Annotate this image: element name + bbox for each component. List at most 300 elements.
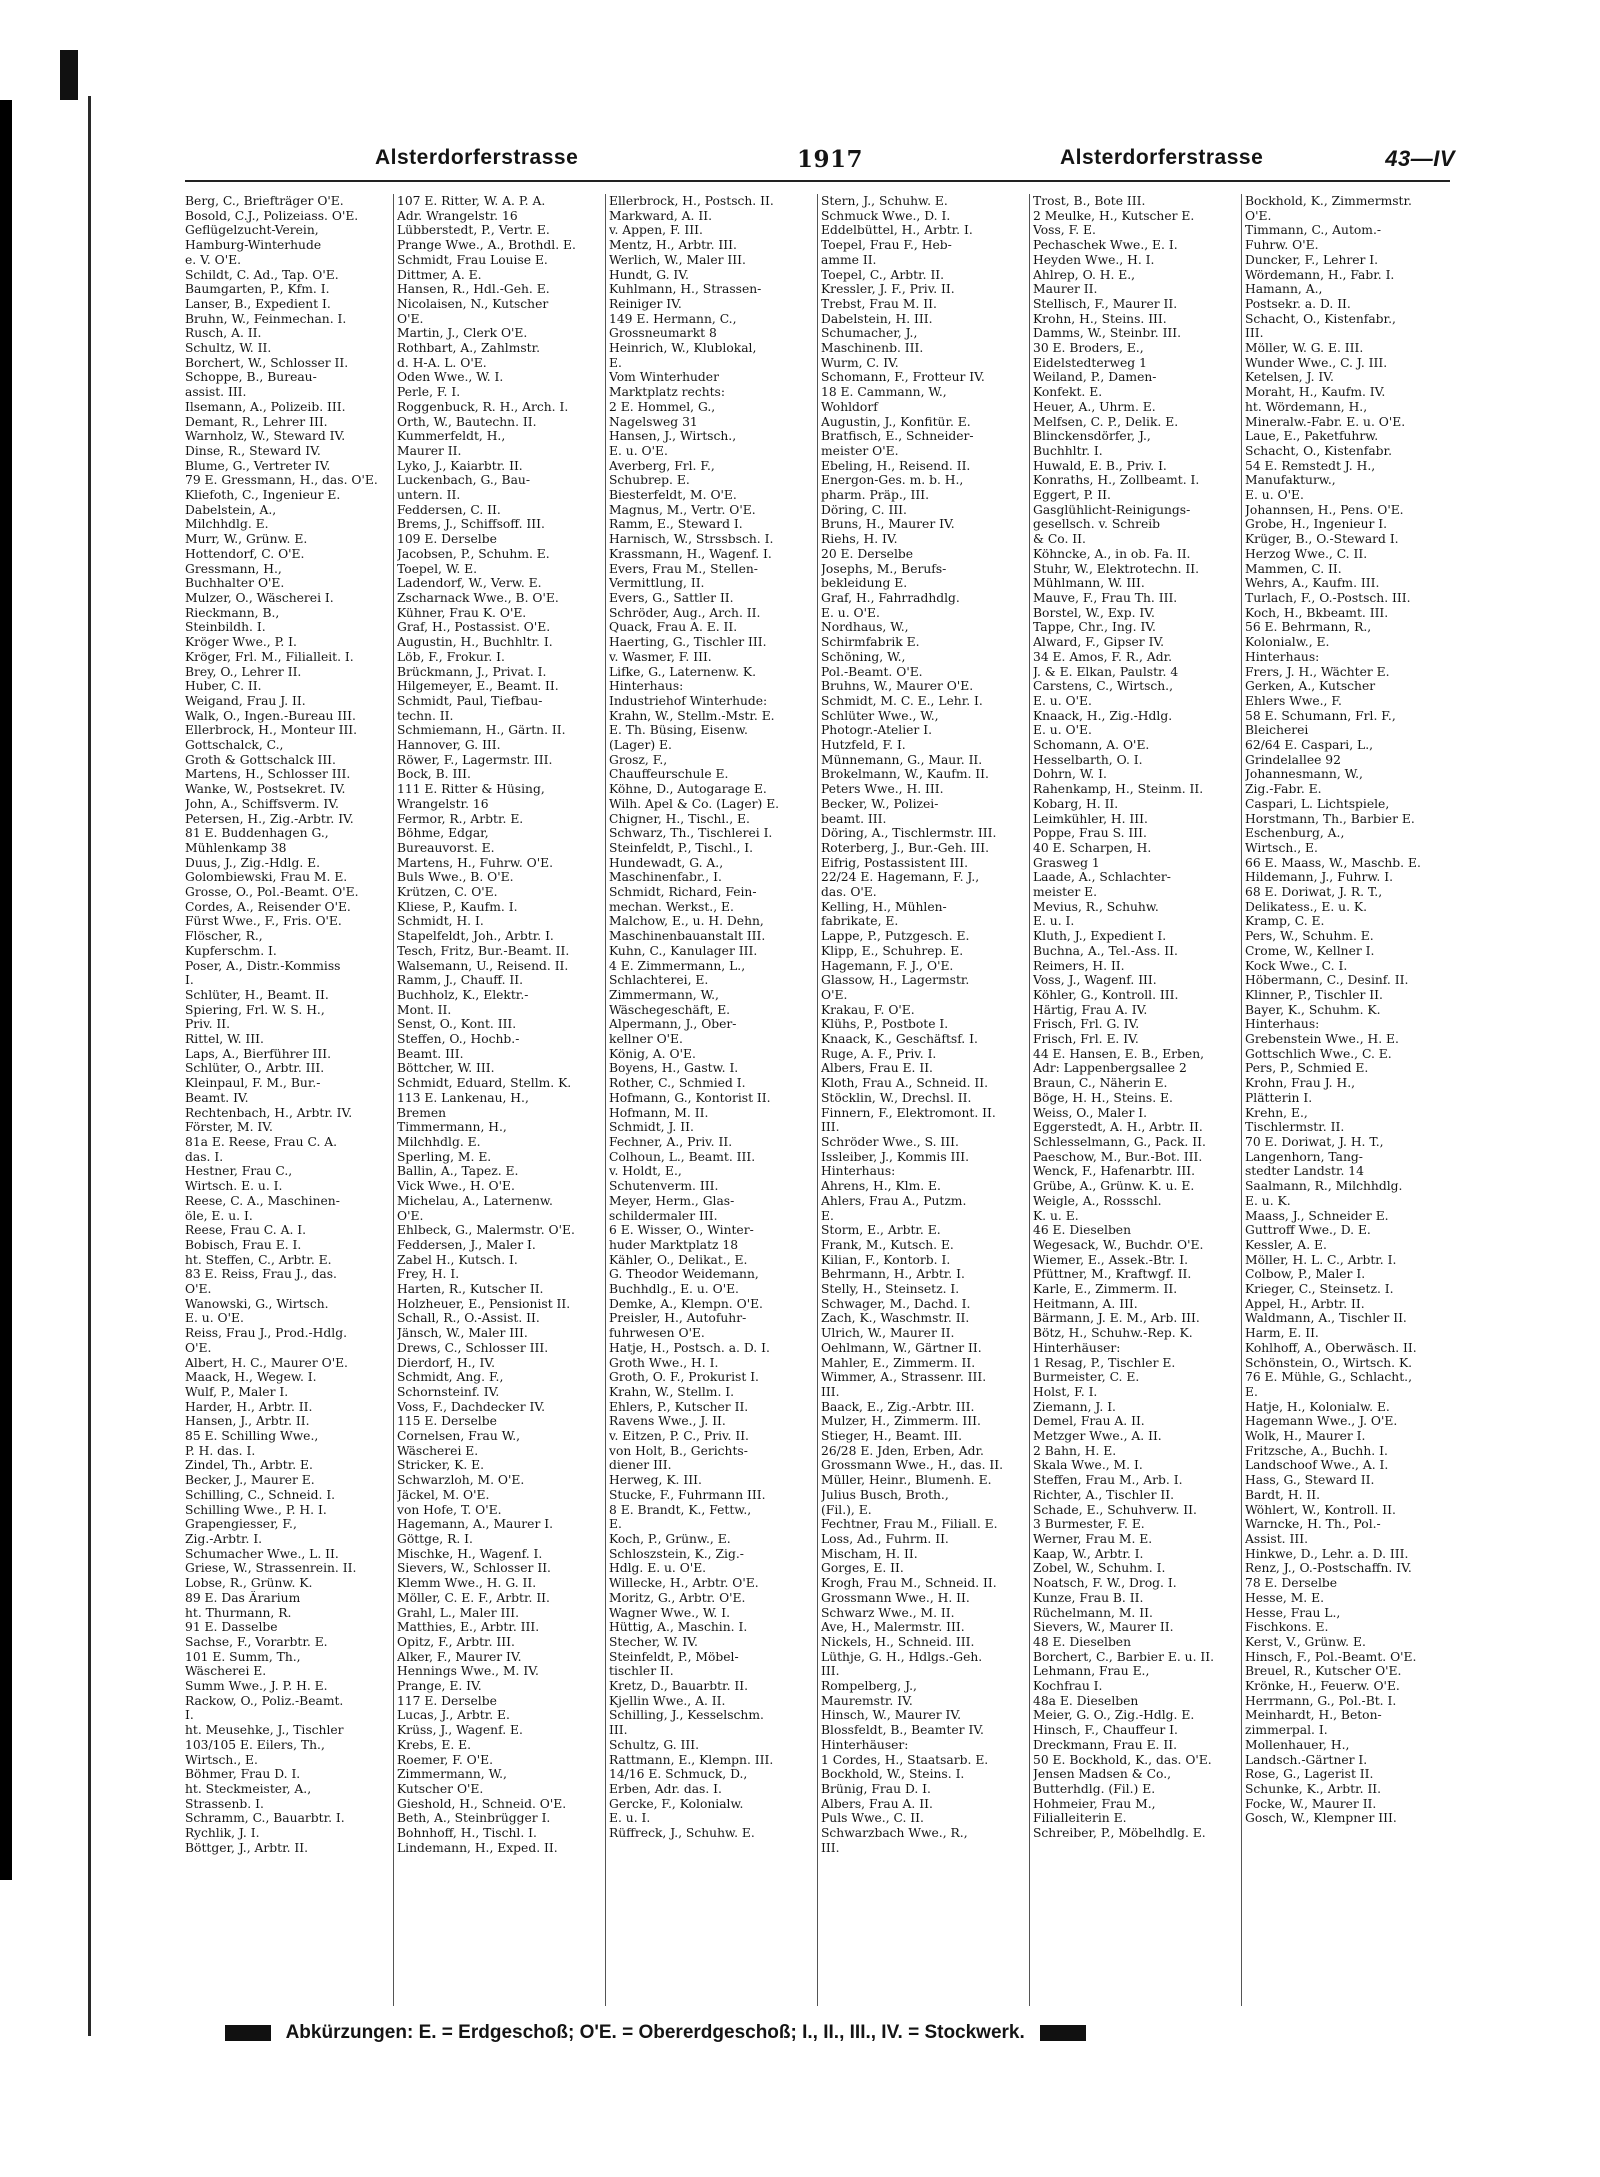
directory-entry: Kluth, J., Expedient I. (1033, 929, 1167, 944)
directory-entry: Weiland, P., Damen- (1033, 370, 1157, 385)
directory-entry: Ravens Wwe., J. II. (609, 1414, 726, 1429)
directory-entry: Timmann, C., Autom.- (1245, 223, 1382, 238)
directory-entry: Horstmann, Th., Barbier E. (1245, 811, 1415, 826)
directory-entry: Photogr.-Atelier I. (821, 723, 932, 738)
directory-entry: Schreiber, P., Möbelhdlg. E. (1033, 1826, 1206, 1841)
directory-entry: zimmerpal. I. (1245, 1723, 1328, 1738)
directory-entry: Demel, Frau A. II. (1033, 1414, 1145, 1429)
directory-entry: Buchhltr. I. (1033, 443, 1103, 458)
directory-entry: Plätterin I. (1245, 1090, 1313, 1105)
directory-entry: Duncker, F., Lehrer I. (1245, 252, 1379, 267)
directory-entry: E. u. O'E. (1033, 723, 1092, 738)
directory-entry: Buchholz, K., Elektr.- (397, 987, 529, 1002)
directory-entry: Zig.-Fabr. E. (1245, 782, 1322, 797)
directory-entry: Mulzer, H., Zimmerm. III. (821, 1414, 981, 1429)
directory-entry: Hilgemeyer, E., Beamt. II. (397, 679, 559, 694)
directory-entry: Ave, H., Malermstr. III. (821, 1620, 965, 1635)
directory-column-1 (185, 194, 385, 2004)
directory-entry: Wegesack, W., Buchdr. O'E. (1033, 1237, 1204, 1252)
directory-entry: Johannsen, H., Pens. O'E. (1245, 502, 1404, 517)
directory-entry: Steinbildh. I. (185, 620, 266, 635)
directory-entry: Stuhr, W., Elektrotechn. II. (1033, 561, 1200, 576)
directory-entry: Mischam, H. II. (821, 1546, 918, 1561)
directory-entry: Röwer, F., Lagermstr. III. (397, 752, 553, 767)
directory-entry: mechan. Werkst., E. (609, 899, 734, 914)
directory-entry: Albers, Frau A. II. (821, 1796, 933, 1811)
directory-entry: Alward, F., Gipser IV. (1033, 635, 1165, 650)
directory-entry: Schmidt, Eduard, Stellm. K. (397, 1076, 572, 1091)
directory-entry: O'E. (185, 1282, 212, 1297)
directory-entry: Böttcher, W. III. (397, 1061, 495, 1076)
directory-entry: Hinsch, W., Maurer IV. (821, 1708, 962, 1723)
directory-entry: Koch, H., Bkbeamt. III. (1245, 605, 1389, 620)
directory-entry: Herzog Wwe., C. II. (1245, 546, 1368, 561)
directory-entry: Krehn, E., (1245, 1105, 1308, 1120)
directory-entry: Karle, E., Zimmerm. II. (1033, 1282, 1178, 1297)
directory-entry: Quack, Frau A. E. II. (609, 620, 738, 635)
directory-entry: 1 Resag, P., Tischler E. (1033, 1355, 1176, 1370)
directory-entry: Vermittlung, II. (609, 576, 705, 591)
directory-entry: Kelling, H., Mühlen- (821, 899, 947, 914)
directory-entry: Wäscherei E. (397, 1443, 479, 1458)
directory-entry: Magnus, M., Vertr. O'E. (609, 502, 756, 517)
directory-entry: Focke, W., Maurer II. (1245, 1796, 1377, 1811)
directory-entry: Hansen, J., Wirtsch., (609, 429, 737, 444)
directory-entry: Zach, K., Waschmstr. II. (821, 1311, 970, 1326)
directory-entry: ht. Steckmeister, A., (185, 1781, 312, 1796)
header-street-left: Alsterdorferstrasse (375, 146, 579, 169)
directory-entry: Wagner Wwe., W. I. (609, 1605, 730, 1620)
directory-entry: Stricker, K. E. (397, 1458, 485, 1473)
directory-entry: Döring, C. III. (821, 502, 907, 517)
directory-entry: Steffen, O., Hochb.- (397, 1032, 520, 1047)
directory-entry: Puls Wwe., C. II. (821, 1811, 924, 1826)
directory-entry: Hinsch, F., Pol.-Beamt. O'E. (1245, 1649, 1417, 1664)
directory-entry: III. (1245, 326, 1264, 341)
directory-entry: Schwarz Wwe., M. II. (821, 1605, 955, 1620)
directory-entry: III. (821, 1664, 840, 1679)
directory-entry: Glassow, H., Lagermstr. (821, 973, 970, 988)
directory-entry: Ballin, A., Tapez. E. (397, 1164, 519, 1179)
directory-entry: von Hofe, T. O'E. (397, 1502, 502, 1517)
directory-entry: Wilh. Apel & Co. (Lager) E. (609, 796, 780, 811)
directory-entry: Grossmann Wwe., H. II. (821, 1590, 970, 1605)
directory-entry: 109 E. Derselbe (397, 532, 497, 547)
directory-entry: Riehs, H. IV. (821, 532, 898, 547)
directory-entry: Chauffeurschule E. (609, 767, 729, 782)
directory-entry: Hundewadt, G. A., (609, 855, 724, 870)
directory-entry: Caspari, L. Lichtspiele, (1245, 796, 1390, 811)
directory-entry: E. u. I. (609, 1811, 651, 1826)
directory-entry: Blume, G., Vertreter IV. (185, 458, 331, 473)
directory-entry: Klemm Wwe., H. G. II. (397, 1576, 537, 1591)
directory-entry: Augustin, H., Buchhltr. I. (397, 635, 553, 650)
directory-entry: Schmidt, J. II. (609, 1120, 694, 1135)
directory-entry: Roggenbuck, R. H., Arch. I. (397, 399, 569, 414)
directory-entry: Sievers, W., Schlosser II. (397, 1561, 551, 1576)
directory-entry: Krönke, H., Feuerw. O'E. (1245, 1679, 1400, 1694)
directory-entry: John, A., Schiffsverm. IV. (185, 796, 339, 811)
directory-entry: Schornsteinf. IV. (397, 1384, 500, 1399)
directory-entry: Senst, O., Kont. III. (397, 1017, 517, 1032)
directory-entry: Berg, C., Briefträger O'E. (185, 194, 344, 208)
directory-entry: Hohmeier, Frau M., (1033, 1796, 1156, 1811)
directory-entry: 81a E. Reese, Frau C. A. (185, 1135, 338, 1149)
directory-entry: Krieger, C., Steinsetz. I. (1245, 1282, 1394, 1297)
directory-entry: Kochfrau I. (1033, 1679, 1103, 1694)
directory-entry: Schlüter Wwe., W., (821, 708, 939, 723)
directory-entry: Colhoun, L., Beamt. III. (609, 1149, 756, 1164)
directory-entry: Breuel, R., Kutscher O'E. (1245, 1664, 1402, 1679)
directory-entry: Gercke, F., Kolonialw. (609, 1796, 744, 1811)
directory-column-5 (1033, 194, 1233, 2004)
directory-entry: 46 E. Dieselben (1033, 1223, 1132, 1238)
directory-entry: Heitmann, A. III. (1033, 1296, 1138, 1311)
directory-entry: Groth Wwe., H. I. (609, 1355, 719, 1370)
directory-entry: Köhler, G., Kontroll. III. (1033, 987, 1179, 1002)
directory-entry: Langenhorn, Tang- (1245, 1149, 1363, 1164)
directory-entry: E. u. O'E. (185, 1311, 244, 1326)
adjacent-page-edge (0, 100, 12, 1880)
directory-entry: Hannover, G. III. (397, 738, 501, 753)
directory-entry: Schwarzloh, M. O'E. (397, 1473, 525, 1488)
directory-entry: Bardt, H. II. (1245, 1487, 1321, 1502)
directory-entry: Zindel, Th., Arbtr. E. (185, 1458, 313, 1473)
directory-entry: Fuhrw. O'E. (1245, 238, 1319, 253)
directory-entry: Assist. III. (1245, 1531, 1308, 1546)
directory-entry: Preisler, H., Autofuhr- (609, 1311, 747, 1326)
directory-entry: 22/24 E. Hagemann, F. J., (821, 870, 980, 885)
directory-entry: Köhncke, A., in ob. Fa. II. (1033, 546, 1191, 561)
directory-entry: meister O'E. (821, 443, 899, 458)
directory-entry: Böhmer, Frau D. I. (185, 1767, 301, 1782)
directory-entry: Evers, Frau M., Stellen- (609, 561, 758, 576)
directory-entry: Schmidt, Ang. F., (397, 1370, 504, 1385)
directory-entry: Grossmann Wwe., H., das. II. (821, 1458, 1004, 1473)
directory-entry: Hamburg-Winterhude (185, 238, 322, 253)
directory-entry: Tesch, Fritz, Bur.-Beamt. II. (397, 943, 570, 958)
directory-entry: Vom Winterhuder (609, 370, 719, 385)
directory-entry: Krassmann, H., Wagenf. I. (609, 546, 772, 561)
directory-entry: Eggert, P. II. (1033, 488, 1111, 503)
directory-entry: Rieckmann, B., (185, 605, 280, 620)
directory-entry: Storm, E., Arbtr. E. (821, 1223, 941, 1238)
directory-entry: E. u. O'E. (1033, 693, 1092, 708)
directory-entry: Graf, H., Fahrradhdlg. (821, 590, 960, 605)
directory-entry: Appel, H., Arbtr. II. (1245, 1296, 1365, 1311)
directory-entry: Kuhn, C., Kanulager III. (609, 943, 758, 958)
directory-entry: Kleinpaul, F. M., Bur.- (185, 1076, 321, 1091)
directory-entry: Ziemann, J. I. (1033, 1399, 1116, 1414)
directory-entry: 6 E. Wisser, O., Winter- (609, 1223, 754, 1238)
directory-entry: Oehlmann, W., Gärtner II. (821, 1340, 982, 1355)
directory-entry: Jacobsen, P., Schuhm. E. (397, 546, 550, 561)
directory-entry: Chigner, H., Tischl., E. (609, 811, 750, 826)
directory-entry: ht. Wördemann, H., (1245, 399, 1368, 414)
directory-entry: Holst, F. I. (1033, 1384, 1098, 1399)
directory-entry: Albert, H. C., Maurer O'E. (185, 1355, 348, 1370)
directory-entry: Michelau, A., Laternenw. (397, 1193, 553, 1208)
directory-entry: Warnholz, W., Steward IV. (185, 429, 346, 444)
directory-entry: Stieger, H., Beamt. III. (821, 1429, 963, 1444)
directory-entry: v. Appen, F. III. (609, 223, 703, 238)
directory-entry: Hinkwe, D., Lehr. a. D. III. (1245, 1546, 1409, 1561)
directory-entry: Steinfeldt, P., Tischl., I. (609, 840, 754, 855)
directory-entry: Butterhdlg. (Fil.) E. (1033, 1781, 1156, 1796)
directory-entry: Geflügelzucht-Verein, (185, 223, 319, 238)
directory-entry: Rechtenbach, H., Arbtr. IV. (185, 1105, 353, 1120)
directory-entry: Rahenkamp, H., Steinm. II. (1033, 782, 1204, 797)
directory-entry: Möller, C. E. F., Arbtr. II. (397, 1590, 550, 1605)
directory-entry: 113 E. Lankenau, H., (397, 1090, 529, 1105)
directory-entry: Kerst, V., Grünw. E. (1245, 1634, 1366, 1649)
directory-entry: Förster, M. IV. (185, 1120, 273, 1135)
directory-entry: Finnern, F., Elektromont. II. (821, 1105, 996, 1120)
directory-entry: Schlüter, H., Beamt. II. (185, 987, 329, 1002)
directory-entry: Laade, A., Schlachter- (1033, 870, 1171, 885)
directory-entry: Schomann, A. O'E. (1033, 738, 1150, 753)
directory-column-4 (821, 194, 1021, 2004)
directory-entry: Kröger Wwe., P. I. (185, 635, 297, 650)
directory-entry: Brückmann, J., Privat. I. (397, 664, 547, 679)
directory-entry: Rüffreck, J., Schuhw. E. (609, 1826, 755, 1841)
directory-entry: III. (821, 1120, 840, 1135)
directory-entry: Krohn, Frau J. H., (1245, 1076, 1356, 1091)
directory-entry: Moraht, H., Kaufm. IV. (1245, 385, 1386, 400)
directory-entry: E. (609, 355, 622, 370)
directory-entry: Holzheuer, E., Pensionist II. (397, 1296, 571, 1311)
directory-entry: Mollenhauer, H., (1245, 1737, 1350, 1752)
directory-entry: Knaack, K., Geschäftsf. I. (821, 1032, 978, 1047)
directory-entry: 44 E. Hansen, E. B., Erben, (1033, 1046, 1205, 1061)
directory-entry: Biesterfeldt, M. O'E. (609, 488, 737, 503)
directory-entry: Schirmfabrik E. (821, 635, 920, 650)
directory-entry: Ehlbeck, G., Malermstr. O'E. (397, 1223, 575, 1238)
directory-entry: tischler II. (609, 1664, 674, 1679)
directory-entry: Sperling, M. E. (397, 1149, 492, 1164)
directory-entry: Hottendorf, C. O'E. (185, 546, 305, 561)
directory-entry: Moritz, G., Arbtr. O'E. (609, 1590, 746, 1605)
directory-entry: Reese, Frau C. A. I. (185, 1223, 307, 1238)
directory-entry: Hatje, H., Kolonialw. E. (1245, 1399, 1390, 1414)
directory-entry: Perle, F. I. (397, 385, 461, 400)
directory-entry: Pfüttner, M., Kraftwgf. II. (1033, 1267, 1192, 1282)
directory-entry: Maurer II. (397, 443, 462, 458)
directory-entry: ht. Thurmann, R. (185, 1605, 292, 1620)
directory-entry: Wolk, H., Maurer I. (1245, 1429, 1366, 1444)
directory-entry: Renz, J., O.-Postschaffn. IV. (1245, 1561, 1412, 1576)
directory-entry: Ahlrep, O. H. E., (1033, 267, 1136, 282)
directory-entry: Ellerbrock, H., Postsch. II. (609, 194, 774, 208)
directory-entry: Griese, W., Strassenrein. II. (185, 1561, 357, 1576)
directory-entry: Gieshold, H., Schneid. O'E. (397, 1796, 567, 1811)
directory-entry: Lübberstedt, P., Vertr. E. (397, 223, 550, 238)
directory-entry: Grebenstein Wwe., H. E. (1245, 1032, 1399, 1047)
directory-entry: Schöning, W., (821, 649, 906, 664)
directory-entry: Saalmann, R., Milchhdlg. (1245, 1179, 1403, 1194)
directory-entry: Johannesmann, W., (1245, 767, 1363, 782)
directory-entry: Ahlers, Frau A., Putzm. (821, 1193, 967, 1208)
directory-entry: öle, E. u. I. (185, 1208, 253, 1223)
directory-entry: Demke, A., Klempn. O'E. (609, 1296, 763, 1311)
header-street-right: Alsterdorferstrasse (1060, 146, 1264, 169)
directory-entry: Grossneumarkt 8 (609, 326, 717, 341)
directory-entry: Heinrich, W., Klublokal, (609, 341, 757, 356)
directory-entry: Höbermann, C., Desinf. II. (1245, 973, 1409, 988)
directory-entry: Buchhdlg., E. u. O'E. (609, 1282, 739, 1297)
directory-entry: schildermaler III. (609, 1208, 718, 1223)
directory-entry: Weigle, A., Rossschl. (1033, 1193, 1162, 1208)
directory-entry: Döring, A., Tischlermstr. III. (821, 826, 997, 841)
directory-entry: Trost, B., Bote III. (1033, 194, 1146, 208)
directory-entry: Paeschow, M., Bur.-Bot. III. (1033, 1149, 1203, 1164)
abbreviations-text: Abkürzungen: E. = Erdgeschoß; O'E. = Obererdgeschoß; I., II., III., IV. = Stockwerk. (285, 2022, 1025, 2043)
directory-entry: Bratfisch, E., Schneider- (821, 429, 974, 444)
directory-entry: Gorges, E. II. (821, 1561, 904, 1576)
directory-entry: Opitz, F., Arbtr. III. (397, 1634, 515, 1649)
directory-entry: Grobe, H., Ingenieur I. (1245, 517, 1388, 532)
directory-entry: d. H-A. L. O'E. (397, 355, 487, 370)
directory-entry: 20 E. Derselbe (821, 546, 914, 561)
directory-entry: J. & E. Elkan, Paulstr. 4 (1033, 664, 1179, 679)
directory-entry: Meinhardt, H., Beton- (1245, 1708, 1382, 1723)
directory-entry: Kliese, P., Kaufm. I. (397, 899, 518, 914)
directory-entry: Klühs, P., Postbote I. (821, 1017, 949, 1032)
directory-entry: Lobse, R., Grünw. K. (185, 1576, 313, 1591)
directory-entry: O'E. (397, 1208, 424, 1223)
directory-entry: Skala Wwe., M. I. (1033, 1458, 1143, 1473)
directory-entry: Hatje, H., Postsch. a. D. I. (609, 1340, 770, 1355)
directory-column-2 (397, 194, 597, 2004)
directory-entry: 70 E. Doriwat, J. H. T., (1245, 1135, 1384, 1149)
directory-entry: Steinfeldt, P., Möbel- (609, 1649, 739, 1664)
directory-entry: 40 E. Scharpen, H. (1033, 840, 1152, 855)
directory-entry: Kutscher O'E. (397, 1781, 484, 1796)
directory-entry: Buls Wwe., B. O'E. (397, 870, 514, 885)
directory-entry: Voss, F. E. (1033, 223, 1096, 238)
directory-entry: 149 E. Hermann, C., (609, 311, 737, 326)
directory-entry: Warncke, H. Th., Pol.- (1245, 1517, 1381, 1532)
directory-entry: Crome, W., Kellner I. (1245, 943, 1375, 958)
directory-entry: Maschinenb. III. (821, 341, 924, 356)
directory-entry: Lanser, B., Expedient I. (185, 296, 331, 311)
directory-entry: 3 Burmester, F. E. (1033, 1517, 1145, 1532)
directory-entry: 117 E. Derselbe (397, 1693, 497, 1708)
directory-entry: E. u. O'E. (821, 605, 880, 620)
directory-entry: Waldmann, A., Tischler II. (1245, 1311, 1407, 1326)
directory-entry: 54 E. Remstedt J. H., (1245, 458, 1376, 473)
directory-entry: Stecher, W. IV. (609, 1634, 698, 1649)
directory-entry: huder Marktplatz 18 (609, 1237, 739, 1252)
directory-entry: amme II. (821, 252, 877, 267)
directory-entry: Bohnhoff, H., Tischl. I. (397, 1826, 537, 1841)
directory-entry: gesellsch. v. Schreib (1033, 517, 1161, 532)
directory-entry: Dinse, R., Steward IV. (185, 443, 321, 458)
directory-entry: Münnemann, G., Maur. II. (821, 752, 983, 767)
directory-entry: Wäschegeschäft, E. (609, 1002, 731, 1017)
page-header (185, 146, 1455, 180)
directory-entry: Schlüter, O., Arbtr. III. (185, 1061, 325, 1076)
directory-entry: pharm. Präp., III. (821, 488, 930, 503)
directory-entry: König, A. O'E. (609, 1046, 696, 1061)
directory-entry: G. Theodor Weidemann, (609, 1267, 759, 1282)
directory-entry: 89 E. Das Ärarium (185, 1590, 301, 1605)
directory-entry: Kuhlmann, H., Strassen- (609, 282, 762, 297)
directory-entry: Schröder Wwe., S. III. (821, 1135, 959, 1149)
directory-entry: Beamt. III. (397, 1046, 464, 1061)
directory-entry: Turlach, F., O.-Postsch. III. (1245, 590, 1411, 605)
directory-entry: Blinckensdörfer, J., (1033, 429, 1151, 444)
directory-entry: fuhrwesen O'E. (609, 1326, 705, 1341)
directory-entry: Schade, E., Schuhverw. II. (1033, 1502, 1197, 1517)
directory-entry: Harten, R., Kutscher II. (397, 1282, 544, 1297)
directory-entry: Fechner, A., Priv. II. (609, 1135, 733, 1149)
directory-entry: 58 E. Schumann, Frl. F., (1245, 708, 1396, 723)
directory-entry: Möller, H. L. C., Arbtr. I. (1245, 1252, 1397, 1267)
pointing-hand-icon (225, 2025, 271, 2041)
directory-entry: Ladendorf, W., Verw. E. (397, 576, 542, 591)
directory-entry: Bayer, K., Schuhm. K. (1245, 1002, 1381, 1017)
directory-entry: Julius Busch, Broth., (821, 1487, 949, 1502)
directory-entry: Hofmann, M. II. (609, 1105, 709, 1120)
directory-entry: Frers, J. H., Wächter E. (1245, 664, 1390, 679)
directory-entry: Krützen, C. O'E. (397, 885, 498, 900)
directory-entry: Bötz, H., Schuhw.-Rep. K. (1033, 1326, 1193, 1341)
directory-entry: Frey, H. I. (397, 1267, 460, 1282)
directory-entry: Wirtsch. E. u. I. (185, 1179, 283, 1194)
directory-entry: E. (821, 1208, 834, 1223)
directory-entry: Gosch, W., Klempner III. (1245, 1811, 1397, 1826)
directory-entry: Weiss, O., Maler I. (1033, 1105, 1148, 1120)
directory-entry: Werlich, W., Maler III. (609, 252, 746, 267)
directory-entry: Schwarzbach Wwe., R., (821, 1826, 968, 1841)
directory-entry: Beth, A., Steinbrügger I. (397, 1811, 551, 1826)
directory-entry: Krüss, J., Wagenf. E. (397, 1723, 523, 1738)
directory-entry: Reese, C. A., Maschinen- (185, 1193, 340, 1208)
directory-entry: Kock Wwe., C. I. (1245, 958, 1348, 973)
directory-entry: 56 E. Behrmann, R., (1245, 620, 1372, 635)
directory-entry: Rose, G., Lagerist II. (1245, 1767, 1374, 1782)
directory-entry: v. Eitzen, P. C., Priv. II. (609, 1429, 749, 1444)
directory-entry: Ahrens, H., Klm. E. (821, 1179, 941, 1194)
directory-entry: Demant, R., Lehrer III. (185, 414, 328, 429)
directory-entry: Wirtsch., E. (185, 1752, 258, 1767)
directory-entry: 48 E. Dieselben (1033, 1634, 1132, 1649)
directory-entry: Hofmann, G., Kontorist II. (609, 1090, 771, 1105)
directory-entry: Guttroff Wwe., D. E. (1245, 1223, 1371, 1238)
directory-entry: Schmidt, Richard, Fein- (609, 885, 757, 900)
directory-entry: Becker, W., Polizei- (821, 796, 939, 811)
directory-entry: Lyko, J., Kaiarbtr. II. (397, 458, 523, 473)
directory-entry: Pers, P., Schmied E. (1245, 1061, 1369, 1076)
directory-entry: Delikatess., E. u. K. (1245, 899, 1367, 914)
directory-entry: Klinner, P., Tischler II. (1245, 987, 1383, 1002)
directory-entry: Peters Wwe., H. III. (821, 782, 944, 797)
directory-entry: Herrmann, G., Pol.-Bt. I. (1245, 1693, 1397, 1708)
directory-entry: Mühlenkamp 38 (185, 840, 287, 855)
directory-entry: Konraths, H., Zollbeamt. I. (1033, 473, 1200, 488)
directory-entry: Bureauvorst. E. (397, 840, 495, 855)
directory-entry: Rompelberg, J., (821, 1679, 917, 1694)
directory-entry: Wanke, W., Postsekret. IV. (185, 782, 346, 797)
directory-entry: Bock, B. III. (397, 767, 471, 782)
directory-entry: Malchow, E., u. H. Dehn, (609, 914, 764, 929)
directory-entry: Schumacher, J., (821, 326, 918, 341)
directory-entry: Buchna, A., Tel.-Ass. II. (1033, 943, 1178, 958)
directory-entry: Krogh, Frau M., Schneid. II. (821, 1576, 997, 1591)
directory-entry: Grahl, L., Maler III. (397, 1605, 519, 1620)
directory-entry: 48a E. Dieselben (1033, 1693, 1139, 1708)
